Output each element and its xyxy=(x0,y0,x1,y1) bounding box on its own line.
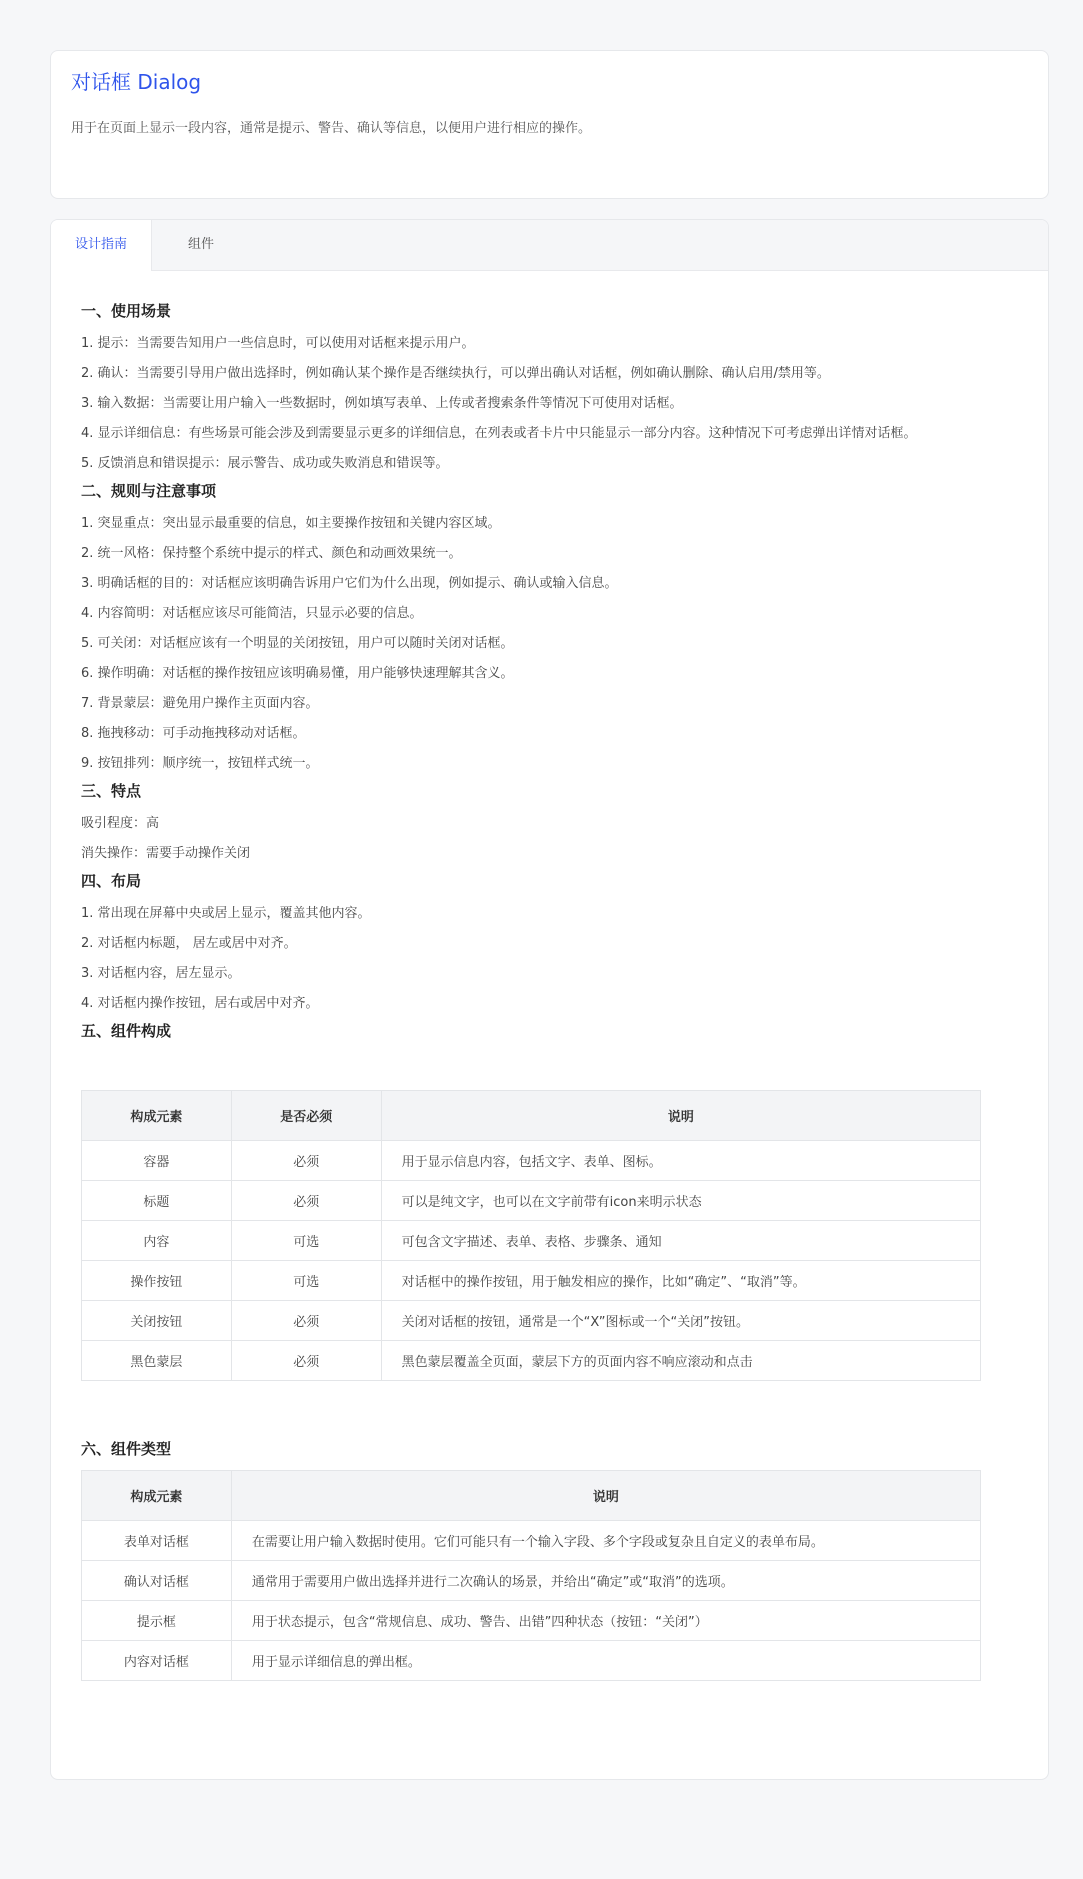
table-cell: 容器 xyxy=(82,1141,232,1181)
table-header-cell: 构成元素 xyxy=(82,1091,232,1141)
table-cell: 提示框 xyxy=(82,1601,232,1641)
table-cell: 必须 xyxy=(231,1301,381,1341)
table-cell: 可包含文字描述、表单、表格、步骤条、通知 xyxy=(381,1221,980,1261)
table-cell: 可选 xyxy=(231,1261,381,1301)
rule-line: 5. 可关闭：对话框应该有一个明显的关闭按钮，用户可以随时关闭对话框。 xyxy=(81,636,514,651)
layout-line: 4. 对话框内操作按钮，居右或居中对齐。 xyxy=(81,996,319,1011)
table-row xyxy=(82,1641,981,1681)
page-description: 用于在页面上显示一段内容，通常是提示、警告、确认等信息，以便用户进行相应的操作。 xyxy=(71,121,592,136)
table-row xyxy=(82,1221,981,1261)
rule-line: 2. 统一风格：保持整个系统中提示的样式、颜色和动画效果统一。 xyxy=(81,546,462,561)
page-title: 对话框 Dialog xyxy=(71,70,202,94)
table-row xyxy=(82,1301,981,1341)
rule-line: 4. 内容简明：对话框应该尽可能简洁，只显示必要的信息。 xyxy=(81,606,423,621)
feature-line: 吸引程度：高 xyxy=(81,816,160,831)
table-cell: 确认对话框 xyxy=(82,1561,232,1601)
section-title-types: 六、组件类型 xyxy=(81,1440,172,1458)
table-row xyxy=(82,1601,981,1641)
table-row xyxy=(82,1341,981,1381)
table-cell: 内容对话框 xyxy=(82,1641,232,1681)
usage-line: 4. 显示详细信息：有些场景可能会涉及到需要显示更多的详细信息，在列表或者卡片中只能显示一部分内容。这种情况下可考虑弹出详情对话框。 xyxy=(81,426,917,441)
table-cell: 可选 xyxy=(231,1221,381,1261)
composition-table xyxy=(81,1090,981,1381)
tab-design-guide[interactable]: 设计指南 xyxy=(51,220,152,271)
section-title-rules: 二、规则与注意事项 xyxy=(81,482,217,500)
table-cell: 对话框中的操作按钮，用于触发相应的操作，比如“确定”、“取消”等。 xyxy=(381,1261,980,1301)
types-table xyxy=(81,1470,981,1681)
layout-line: 1. 常出现在屏幕中央或居上显示，覆盖其他内容。 xyxy=(81,906,371,921)
section-title-composition: 五、组件构成 xyxy=(81,1022,172,1040)
table-header-cell: 构成元素 xyxy=(82,1471,232,1521)
table-header-cell: 是否必须 xyxy=(231,1091,381,1141)
rule-line: 6. 操作明确：对话框的操作按钮应该明确易懂，用户能够快速理解其含义。 xyxy=(81,666,514,681)
usage-line: 5. 反馈消息和错误提示：展示警告、成功或失败消息和错误等。 xyxy=(81,456,449,471)
usage-line: 3. 输入数据：当需要让用户输入一些数据时，例如填写表单、上传或者搜索条件等情况下可使用对话框。 xyxy=(81,396,683,411)
rule-line: 3. 明确话框的目的：对话框应该明确告诉用户它们为什么出现，例如提示、确认或输入信息。 xyxy=(81,576,618,591)
feature-line: 消失操作：需要手动操作关闭 xyxy=(81,846,251,861)
table-cell: 可以是纯文字，也可以在文字前带有icon来明示状态 xyxy=(381,1181,980,1221)
table-cell: 黑色蒙层 xyxy=(82,1341,232,1381)
table-cell: 关闭对话框的按钮，通常是一个“X”图标或一个“关闭”按钮。 xyxy=(381,1301,980,1341)
table-cell: 操作按钮 xyxy=(82,1261,232,1301)
main-card xyxy=(50,219,1049,1780)
section-title-usage: 一、使用场景 xyxy=(81,302,172,320)
table-row xyxy=(82,1261,981,1301)
table-cell: 内容 xyxy=(82,1221,232,1261)
header-card xyxy=(50,50,1049,199)
section-title-features: 三、特点 xyxy=(81,782,142,800)
rule-line: 9. 按钮排列：顺序统一，按钮样式统一。 xyxy=(81,756,319,771)
table-header-cell: 说明 xyxy=(381,1091,980,1141)
usage-line: 1. 提示：当需要告知用户一些信息时，可以使用对话框来提示用户。 xyxy=(81,336,475,351)
table-row xyxy=(82,1141,981,1181)
table-cell: 表单对话框 xyxy=(82,1521,232,1561)
table-header-row xyxy=(82,1471,981,1521)
table-header-cell: 说明 xyxy=(231,1471,980,1521)
table-row xyxy=(82,1521,981,1561)
table-cell: 必须 xyxy=(231,1141,381,1181)
table-cell: 标题 xyxy=(82,1181,232,1221)
table-header-row xyxy=(82,1091,981,1141)
tab-bar xyxy=(51,220,1048,271)
table-cell: 黑色蒙层覆盖全页面，蒙层下方的页面内容不响应滚动和点击 xyxy=(381,1341,980,1381)
table-cell: 通常用于需要用户做出选择并进行二次确认的场景，并给出“确定”或“取消”的选项。 xyxy=(231,1561,980,1601)
table-cell: 用于状态提示，包含“常规信息、成功、警告、出错”四种状态（按钮：“关闭”） xyxy=(231,1601,980,1641)
table-row xyxy=(82,1561,981,1601)
usage-line: 2. 确认：当需要引导用户做出选择时，例如确认某个操作是否继续执行，可以弹出确认对话框，例如确认删除、确认启用/禁用等。 xyxy=(81,366,830,381)
rule-line: 7. 背景蒙层：避免用户操作主页面内容。 xyxy=(81,696,319,711)
rule-line: 8. 拖拽移动：可手动拖拽移动对话框。 xyxy=(81,726,306,741)
table-cell: 在需要让用户输入数据时使用。它们可能只有一个输入字段、多个字段或复杂且自定义的表单布局。 xyxy=(231,1521,980,1561)
layout-line: 3. 对话框内容，居左显示。 xyxy=(81,966,241,981)
table-cell: 必须 xyxy=(231,1181,381,1221)
table-cell: 关闭按钮 xyxy=(82,1301,232,1341)
table-cell: 用于显示信息内容，包括文字、表单、图标。 xyxy=(381,1141,980,1181)
table-cell: 用于显示详细信息的弹出框。 xyxy=(231,1641,980,1681)
tab-component[interactable]: 组件 xyxy=(187,237,214,252)
table-row xyxy=(82,1181,981,1221)
rule-line: 1. 突显重点：突出显示最重要的信息，如主要操作按钮和关键内容区域。 xyxy=(81,516,501,531)
table-cell: 必须 xyxy=(231,1341,381,1381)
section-title-layout: 四、布局 xyxy=(81,872,142,890)
layout-line: 2. 对话框内标题， 居左或居中对齐。 xyxy=(81,936,297,951)
